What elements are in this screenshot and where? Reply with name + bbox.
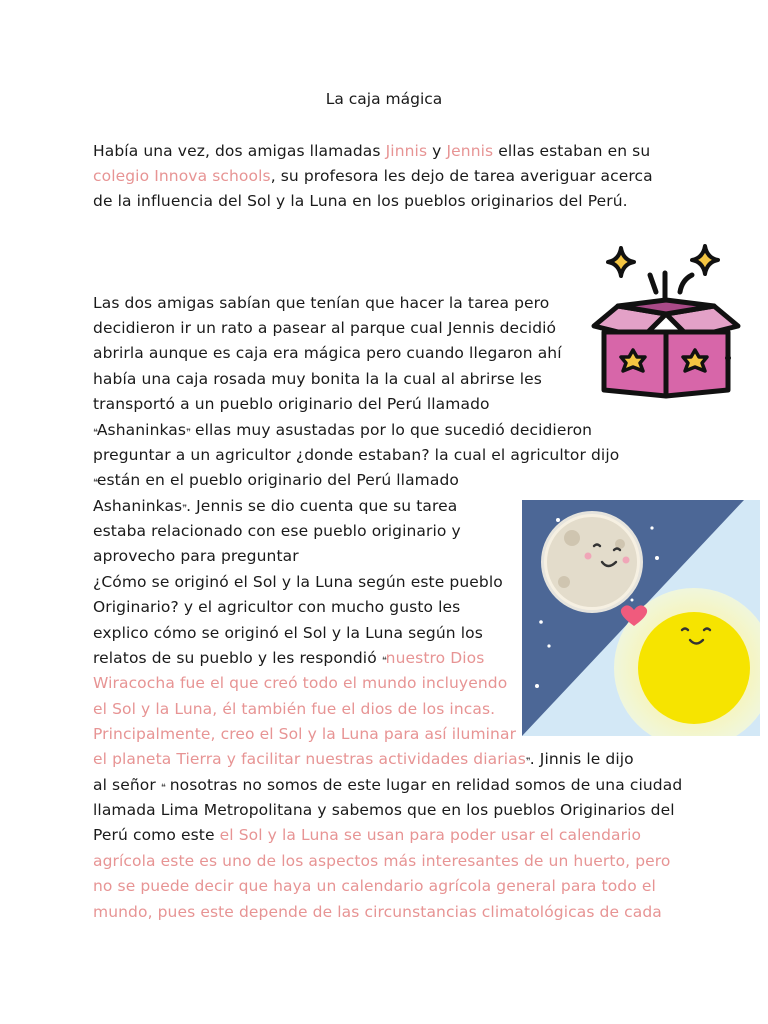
name-jennis: Jennis: [446, 142, 494, 160]
quote-line: Principalmente, creo el Sol y la Luna para así iluminar: [93, 725, 517, 743]
sparkle-icon: [692, 246, 718, 274]
text-run: Había una vez, dos amigas llamadas: [93, 142, 386, 160]
quote-open-icon: ❝: [381, 656, 386, 666]
sun-moon-image: [522, 500, 760, 736]
body-line: llamada Lima Metropolitana y sabemos que en los pueblos Originarios del: [93, 801, 675, 819]
quote-close-icon: ❞: [525, 757, 530, 767]
quote-open-icon: ❝: [93, 478, 97, 488]
magic-box-image: [584, 240, 746, 410]
text-run: y: [427, 142, 447, 160]
body-line: [93, 750, 634, 768]
quote-text: el planeta Tierra y facilitar nuestras actividades diarias: [93, 750, 526, 768]
body-line: Las dos amigas sabían que tenían que hacer la tarea pero: [93, 294, 550, 312]
text-run: nosotras no somos de este lugar en relidad somos de una ciudad: [164, 776, 683, 794]
body-line: Originario? y el agricultor con mucho gusto les: [93, 598, 461, 616]
text-run: están en el pueblo originario del Perú llamado: [96, 471, 460, 489]
quote-close-icon: ❞: [182, 504, 187, 514]
highlight-line: mundo, pues este depende de las circunstancias climatológicas de cada: [93, 903, 662, 921]
quote-line: Wiracocha fue el que creó todo el mundo incluyendo: [93, 674, 508, 692]
body-line: había una caja rosada muy bonita la la cual al abrirse les: [93, 370, 542, 388]
quote-line: el Sol y la Luna, él también fue el dios de los incas.: [93, 700, 496, 718]
highlight-text: el Sol y la Luna se usan para poder usar el calendario: [219, 826, 642, 844]
paragraph-1-line-2: [93, 167, 653, 185]
quote-close-icon: ❞: [186, 428, 190, 438]
text-run: ellas muy asustadas por lo que sucedió decidieron: [189, 421, 593, 439]
highlight-line: no se puede decir que haya un calendario agrícola general para todo el: [93, 877, 656, 895]
body-line: [93, 421, 592, 439]
text-run: relatos de su pueblo y les respondió: [93, 649, 382, 667]
body-line: [93, 471, 459, 489]
text-run: Perú como este: [93, 826, 220, 844]
document-title: La caja mágica: [325, 90, 443, 108]
text-run: , su profesora les dejo de tarea averiguar acerca: [270, 167, 653, 185]
body-line: [93, 649, 484, 667]
quote-open-icon: ❝: [160, 783, 165, 793]
place-name: Ashaninkas: [96, 421, 187, 439]
text-run: de la influencia del Sol y la Luna en los pueblos originarios del Perú.: [93, 192, 628, 210]
quote-text: nuestro Dios: [385, 649, 485, 667]
body-line: abrirla aunque es caja era mágica pero cuando llegaron ahí: [93, 344, 562, 362]
paragraph-1-line-1: [93, 142, 650, 160]
body-line: estaba relacionado con ese pueblo originario y: [93, 522, 461, 540]
body-line: [93, 776, 682, 794]
body-line: transportó a un pueblo originario del Perú llamado: [93, 395, 490, 413]
highlight-line: agrícola este es uno de los aspectos más interesantes de un huerto, pero: [93, 852, 671, 870]
body-line: aprovecho para preguntar: [93, 547, 299, 565]
body-line: [93, 826, 641, 844]
body-line: explico cómo se originó el Sol y la Luna según los: [93, 624, 483, 642]
body-line: ¿Cómo se originó el Sol y la Luna según este pueblo: [93, 573, 503, 591]
text-run: ellas estaban en su: [493, 142, 651, 160]
text-run: . Jennis se dio cuenta que su tarea: [186, 497, 458, 515]
place-name: Ashaninkas: [93, 497, 183, 515]
body-line: [93, 497, 457, 515]
paragraph-1-line-3: [93, 192, 628, 210]
school-name: colegio Innova schools: [93, 167, 271, 185]
body-line: preguntar a un agricultor ¿donde estaban? la cual el agricultor dijo: [93, 446, 620, 464]
quote-open-icon: ❝: [93, 428, 97, 438]
text-run: al señor: [93, 776, 161, 794]
text-run: . Jinnis le dijo: [529, 750, 634, 768]
sparkle-icon: [608, 248, 634, 276]
name-jinnis: Jinnis: [385, 142, 428, 160]
body-line: decidieron ir un rato a pasear al parque cual Jennis decidió: [93, 319, 557, 337]
